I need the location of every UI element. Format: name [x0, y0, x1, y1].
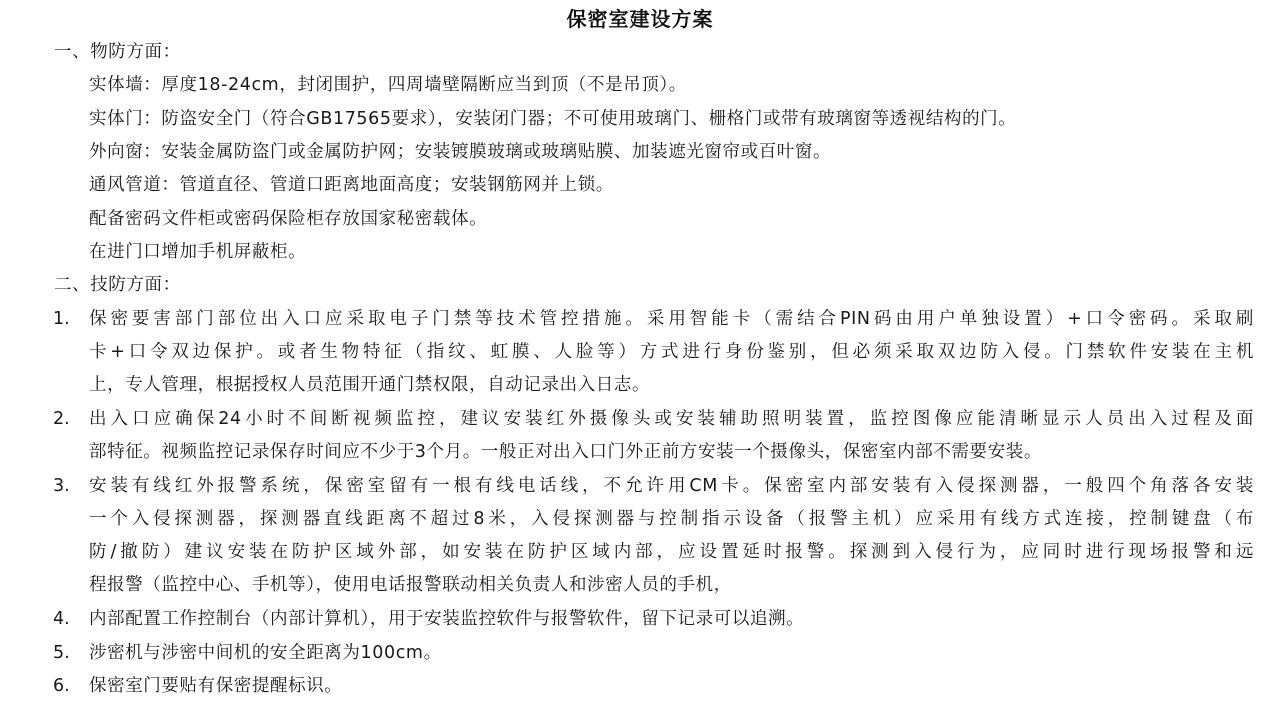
paragraph-line: 部特征。视频监控记录保存时间应不少于3个月。一般正对出入口门外正前方安装一个摄像头，保密室内部不需要安装。 — [89, 442, 1042, 462]
paragraph-line: 卡+口令双边保护。或者生物特征（指纹、虹膜、人脸等）方式进行身份鉴别，但必须采取双边防入侵。门禁软件安装在主机 — [89, 342, 1254, 362]
list-item-safe-distance — [89, 637, 1254, 670]
paragraph-line: 程报警（监控中心、手机等），使用电话报警联动相关负责人和涉密人员的手机， — [89, 575, 732, 595]
list-item-access-control — [89, 303, 1254, 402]
list-item-video-surveillance — [89, 403, 1254, 469]
paragraph-line: 防/撤防）建议安装在防护区域外部，如安装在防护区域内部，应设置延时报警。探测到入侵行为，应同时进行现场报警和远 — [89, 542, 1254, 562]
section-heading-technical: 二、技防方面： — [54, 275, 181, 295]
paragraph-line: 涉密机与涉密中间机的安全距离为100cm。 — [89, 643, 442, 663]
paragraph-line: 一个入侵探测器，探测器直线距离不超过8米，入侵探测器与控制指示设备（报警主机）应采用有线方式连接，控制键盘（布 — [89, 509, 1254, 529]
paragraph-line: 上，专人管理，根据授权人员范围开通门禁权限，自动记录出入日志。 — [89, 375, 651, 395]
paragraph-line: 保密要害部门部位出入口应采取电子门禁等技术管控措施。采用智能卡（需结合PIN码由用户单独设置）+口令密码。采取刷 — [89, 309, 1254, 329]
list-number: 5. — [53, 643, 70, 663]
physical-item-door: 实体门：防盗安全门（符合GB17565要求），安装闭门器；不可使用玻璃门、栅格门或带有玻璃窗等透视结构的门。 — [89, 109, 1017, 129]
physical-item-phone-cabinet: 在进门口增加手机屏蔽柜。 — [89, 242, 307, 262]
physical-item-wall: 实体墙：厚度18-24cm，封闭围护，四周墙壁隔断应当到顶（不是吊顶）。 — [89, 75, 687, 95]
physical-item-window: 外向窗：安装金属防盗门或金属防护网；安装镀膜玻璃或玻璃贴膜、加装遮光窗帘或百叶窗。 — [89, 142, 832, 162]
list-item-alarm-system — [89, 470, 1254, 602]
physical-item-cabinet: 配备密码文件柜或密码保险柜存放国家秘密载体。 — [89, 209, 488, 229]
page-title: 保密室建设方案 — [566, 7, 714, 31]
list-number: 3. — [53, 476, 70, 496]
section-heading-physical: 一、物防方面： — [54, 42, 181, 62]
list-number: 1. — [53, 309, 70, 329]
list-number: 4. — [53, 609, 70, 629]
paragraph-line: 出入口应确保24小时不间断视频监控，建议安装红外摄像头或安装辅助照明装置，监控图像应能清晰显示人员出入过程及面 — [89, 409, 1254, 429]
list-item-reminder-sign — [89, 670, 1254, 703]
list-item-control-console — [89, 603, 1254, 636]
list-number: 2. — [53, 409, 70, 429]
paragraph-line: 内部配置工作控制台（内部计算机），用于安装监控软件与报警软件，留下记录可以追溯。 — [89, 609, 805, 629]
list-number: 6. — [53, 676, 70, 696]
paragraph-line: 安装有线红外报警系统，保密室留有一根有线电话线，不允许用CM卡。保密室内部安装有入侵探测器，一般四个角落各安装 — [89, 476, 1254, 496]
physical-item-ventilation: 通风管道：管道直径、管道口距离地面高度；安装钢筋网并上锁。 — [89, 175, 614, 195]
paragraph-line: 保密室门要贴有保密提醒标识。 — [89, 676, 343, 696]
